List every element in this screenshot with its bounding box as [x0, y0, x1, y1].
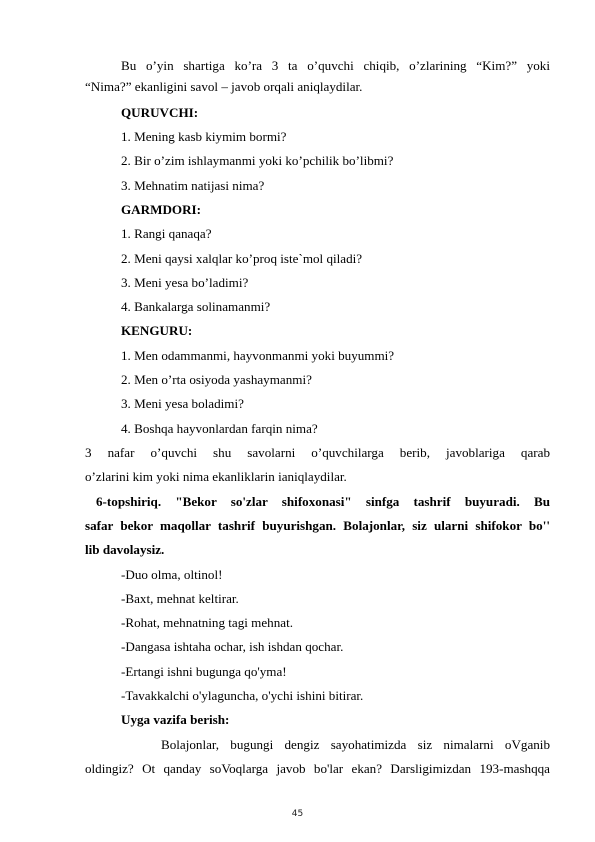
proverb-item: -Tavakkalchi o'ylaguncha, o'ychi ishini bitirar.: [121, 688, 364, 703]
task-heading-line: lib davolaysiz.: [85, 542, 165, 557]
section-heading-garmdori: GARMDORI:: [121, 202, 202, 217]
page-number: 45: [291, 809, 304, 819]
list-item: 2. Bir o’zim ishlaymanmi yoki ko’pchilik bo’libmi?: [121, 153, 394, 168]
paragraph-line-justified: [85, 57, 550, 75]
proverb-item: -Rohat, mehnatning tagi mehnat.: [121, 615, 293, 630]
text-line: 3 nafar o’quvchi shu savolarni o’quvchilarga berib, javoblariga qarab: [85, 445, 550, 460]
list-item: 3. Mehnatim natijasi nima?: [121, 178, 265, 193]
text-line: safar bekor maqollar tashrif buyurishgan. Bolajonlar, siz ularni shifokor bo'': [85, 518, 550, 533]
list-item: 1. Men odammanmi, hayvonmanmi yoki buyummi?: [121, 348, 395, 363]
paragraph-line: o’zlarini kim yoki nima ekanliklarin ianiqlaydilar.: [85, 469, 347, 484]
list-item: 2. Men o’rta osiyoda yashaymanmi?: [121, 372, 312, 387]
list-item: 3. Meni yesa bo’ladimi?: [121, 275, 249, 290]
paragraph-line-justified: [85, 444, 550, 462]
paragraph-line-justified: [85, 736, 550, 754]
text-line: Bu o’yin shartiga ko’ra 3 ta o’quvchi chiqib, o’zlarining “Kim?” yoki: [121, 58, 550, 73]
section-heading-quruvchi: QURUVCHI:: [121, 105, 199, 120]
list-item: 1. Rangi qanaqa?: [121, 226, 212, 241]
proverb-item: -Dangasa ishtaha ochar, ish ishdan qochar.: [121, 639, 344, 654]
paragraph-line-justified: [85, 760, 550, 778]
list-item: 4. Boshqa hayvonlardan farqin nima?: [121, 421, 318, 436]
list-item: 3. Meni yesa boladimi?: [121, 396, 244, 411]
task-heading-line: [85, 517, 550, 535]
task-heading-line: [85, 493, 550, 511]
proverb-item: -Duo olma, oltinol!: [121, 567, 223, 582]
list-item: 4. Bankalarga solinamanmi?: [121, 299, 271, 314]
text-line: 6-topshiriq. "Bekor so'zlar shifoxonasi" sinfga tashrif buyuradi. Bu: [96, 494, 550, 509]
text-line: oldingiz? Ot qanday soVoqlarga javob bo'lar ekan? Darsligimizdan 193-mashqqa: [85, 761, 550, 776]
proverb-item: -Baxt, mehnat keltirar.: [121, 591, 239, 606]
section-heading-kenguru: KENGURU:: [121, 323, 193, 338]
homework-heading: Uyga vazifa berish:: [121, 712, 230, 727]
text-line: Bolajonlar, bugungi dengiz sayohatimizda siz nimalarni oVganib: [161, 737, 550, 752]
list-item: 2. Meni qaysi xalqlar ko’proq iste`mol qiladi?: [121, 251, 363, 266]
proverb-item: -Ertangi ishni bugunga qo'yma!: [121, 664, 287, 679]
paragraph-line: “Nima?” ekanligini savol – javob orqali aniqlaydilar.: [85, 79, 363, 94]
list-item: 1. Mening kasb kiymim bormi?: [121, 129, 287, 144]
